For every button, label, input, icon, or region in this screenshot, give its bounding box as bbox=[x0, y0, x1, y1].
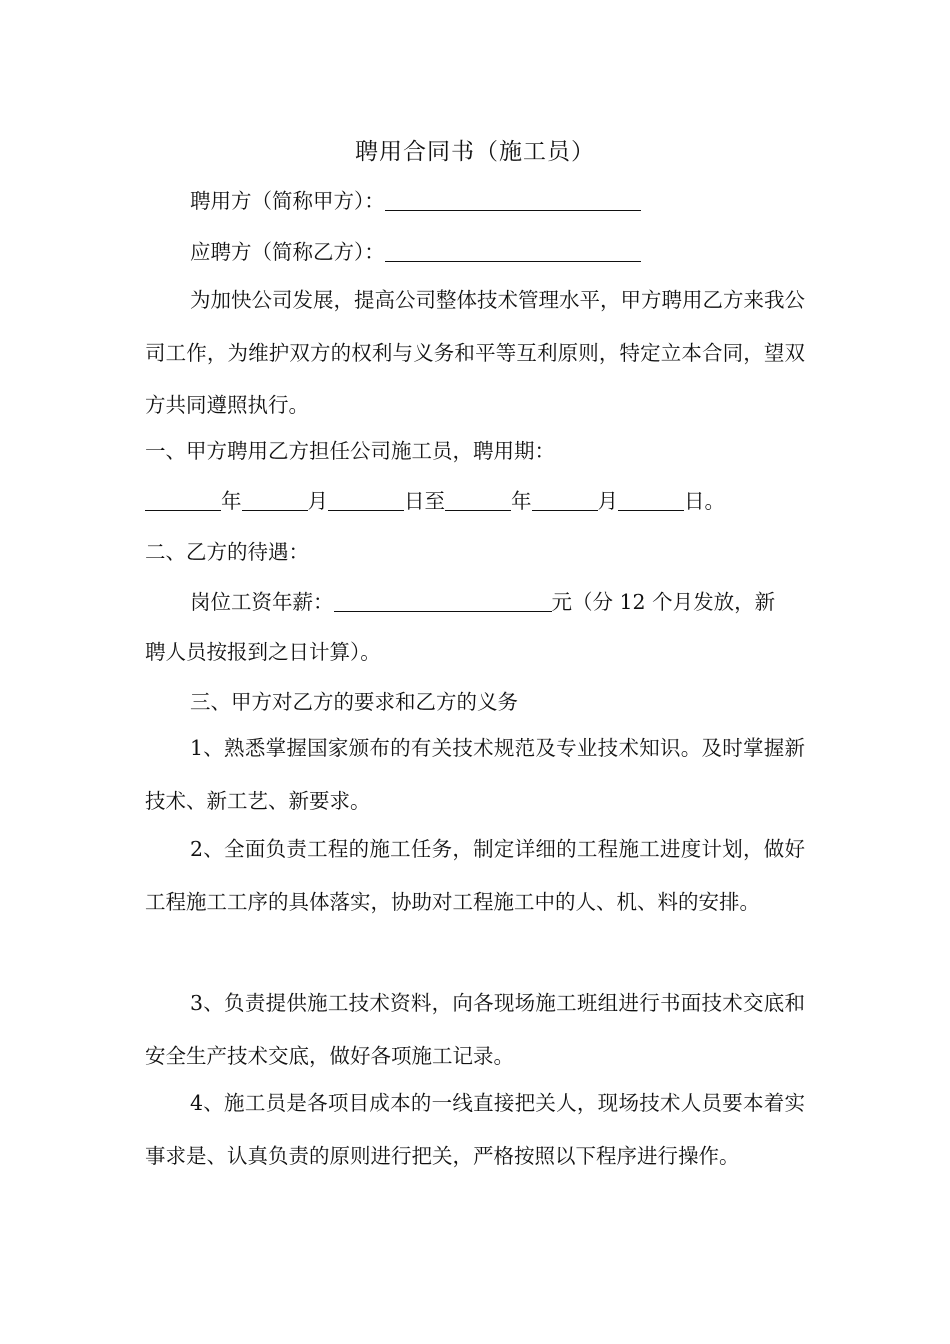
item-3: 3、负责提供施工技术资料，向各现场施工班组进行书面技术交底和安全生产技术交底，做好各项施工记录。 bbox=[145, 991, 805, 1068]
item-1: 1、熟悉掌握国家颁布的有关技术规范及专业技术知识。及时掌握新技术、新工艺、新要求。 bbox=[145, 736, 805, 813]
section3-heading: 三、甲方对乙方的要求和乙方的义务 bbox=[190, 690, 518, 714]
section1-heading: 一、甲方聘用乙方担任公司施工员，聘用期： bbox=[145, 439, 555, 463]
salary-label: 岗位工资年薪： bbox=[190, 590, 334, 614]
intro-paragraph: 为加快公司发展，提高公司整体技术管理水平，甲方聘用乙方来我公司工作，为维护双方的权利与义务和平等互利原则，特定立本合同，望双方共同遵照执行。 bbox=[145, 288, 805, 417]
party-b-line bbox=[190, 236, 805, 268]
salary-blank[interactable] bbox=[334, 589, 552, 612]
start-day-blank[interactable] bbox=[328, 488, 404, 511]
salary-line bbox=[190, 586, 805, 618]
section2-heading: 二、乙方的待遇： bbox=[145, 540, 309, 564]
party-b-label: 应聘方（简称乙方）： bbox=[190, 240, 385, 264]
day-to-label: 日至 bbox=[404, 489, 445, 513]
party-a-line bbox=[190, 185, 805, 217]
party-b-blank[interactable] bbox=[385, 239, 641, 262]
period-line bbox=[145, 485, 805, 517]
item-2: 2、全面负责工程的施工任务，制定详细的工程施工进度计划，做好工程施工工序的具体落实，协助对工程施工中的人、机、料的安排。 bbox=[145, 837, 805, 914]
item-4: 4、施工员是各项目成本的一线直接把关人，现场技术人员要本着实事求是、认真负责的原则进行把关，严格按照以下程序进行操作。 bbox=[145, 1091, 805, 1168]
party-a-label: 聘用方（简称甲方）： bbox=[190, 189, 385, 213]
start-year-blank[interactable] bbox=[145, 488, 221, 511]
end-year-label: 年 bbox=[511, 489, 532, 513]
year-label: 年 bbox=[221, 489, 242, 513]
end-day-blank[interactable] bbox=[618, 488, 684, 511]
end-day-label: 日。 bbox=[684, 489, 725, 513]
end-year-blank[interactable] bbox=[445, 488, 511, 511]
party-a-blank[interactable] bbox=[385, 188, 641, 211]
salary-continuation: 聘人员按报到之日计算）。 bbox=[145, 640, 381, 664]
month-label: 月 bbox=[307, 489, 328, 513]
end-month-label: 月 bbox=[597, 489, 618, 513]
salary-suffix: 元（分 12 个月发放，新 bbox=[551, 590, 776, 614]
end-month-blank[interactable] bbox=[532, 488, 598, 511]
document-title: 聘用合同书（施工员） bbox=[355, 139, 595, 165]
start-month-blank[interactable] bbox=[242, 488, 308, 511]
